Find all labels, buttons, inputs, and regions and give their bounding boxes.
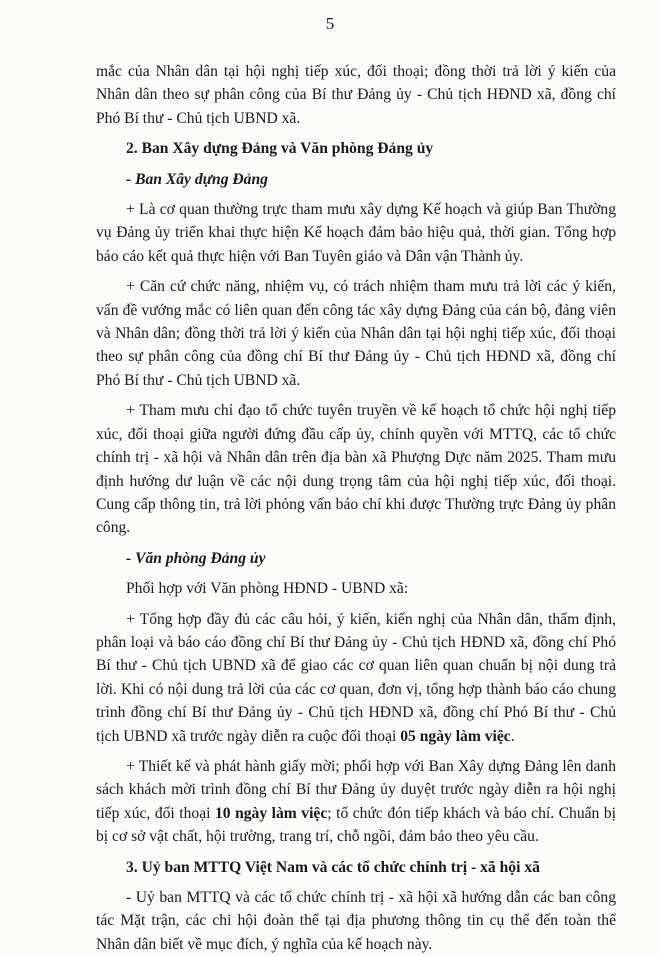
deadline-05-days: 05 ngày làm việc [400, 727, 511, 745]
document-body [96, 60, 616, 956]
paragraph-vp-2-end: ; tổ chức đón tiếp khách và báo chí. Chuẩn bị bị cơ sở vật chất, hội trường, trang trí, chỗ ngồi, đảm bảo theo yêu cầu. [96, 804, 616, 846]
paragraph-bxd-2: + Căn cứ chức năng, nhiệm vụ, có trách nhiệm tham mưu trả lời các ý kiến, vấn đề vướng mắc có liên quan đến công tác xây dựng Đảng của cán bộ, đảng viên và Nhân dân; đồng thời trả lời ý kiến của Nhân dân tại hội nghị tiếp xúc, đối thoại theo sự phân công của đồng chí Bí thư Đảng ủy - Chủ tịch HĐND xã, đồng chí Phó Bí thư - Chủ tịch UBND xã. [96, 278, 616, 389]
paragraph-vp-intro: Phối hợp với Văn phòng HĐND - UBND xã: [126, 580, 409, 598]
section-2-heading: 2. Ban Xây dựng Đảng và Văn phòng Đảng ủy [126, 140, 434, 158]
paragraph-continuation: mắc của Nhân dân tại hội nghị tiếp xúc, đối thoại; đồng thời trả lời ý kiến của Nhân dân theo sự phân công của Bí thư Đảng ủy - Chủ tịch HĐND xã, đồng chí Phó Bí thư - Chủ tịch UBND xã. [96, 63, 616, 127]
page-number: 5 [325, 14, 335, 33]
subheading-van-phong-dang-uy: - Văn phòng Đảng ủy [126, 549, 266, 567]
paragraph-vp-1 [96, 608, 616, 748]
subheading-ban-xay-dung-dang: - Ban Xây dựng Đảng [126, 170, 268, 188]
paragraph-vp-1-text: + Tổng hợp đầy đủ các câu hỏi, ý kiến, kiến nghị của Nhân dân, thẩm định, phân loại và báo cáo đồng chí Bí thư Đảng ủy - Chủ tịch HĐND xã, đồng chí Phó Bí thư - Chủ tịch UBND xã để giao các cơ quan liên quan chuẩn bị nội dung trả lời. Khi có nội dung trả lời của các cơ quan, đơn vị, tổng hợp thành báo cáo chung trình đồng chí Bí thư Đảng ủy - Chủ tịch HĐND xã, đồng chí Phó Bí thư - Chủ tịch UBND xã trước ngày diễn ra cuộc đối thoại [96, 610, 616, 745]
paragraph-vp-2 [96, 755, 616, 849]
paragraph-mttq-1: - Uỷ ban MTTQ và các tổ chức chính trị - xã hội xã hướng dẫn các ban công tác Mặt trận, các chi hội đoàn thể tại địa phương thông tin cụ thể đến toàn thể Nhân dân biết về mục đích, ý nghĩa của kế hoạch này. [96, 889, 616, 953]
paragraph-vp-1-end: . [510, 727, 515, 745]
section-3-heading: 3. Uỷ ban MTTQ Việt Nam và các tổ chức chính trị - xã hội xã [126, 858, 540, 876]
paragraph-bxd-1: + Là cơ quan thường trực tham mưu xây dựng Kế hoạch và giúp Ban Thường vụ Đảng ủy triển khai thực hiện Kế hoạch đảm bảo hiệu quả, thời gian. Tổng hợp báo cáo kết quả thực hiện với Ban Tuyên giáo và Dân vận Thành ủy. [96, 201, 616, 265]
deadline-10-days: 10 ngày làm việc [214, 804, 328, 822]
paragraph-vp-2-text: + Thiết kế và phát hành giấy mời; phối hợp với Ban Xây dựng Đảng lên danh sách khách mời trình đồng chí Bí thư Đảng ủy duyệt trước ngày diễn ra hội nghị tiếp xúc, đối thoại [96, 757, 616, 822]
paragraph-bxd-3: + Tham mưu chỉ đạo tổ chức tuyên truyền về kế hoạch tổ chức hội nghị tiếp xúc, đối thoại giữa người đứng đầu cấp ủy, chính quyền với MTTQ, các tổ chức chính trị - xã hội và Nhân dân trên địa bàn xã Phượng Dực năm 2025. Tham mưu định hướng dư luận về các nội dung trọng tâm của hội nghị tiếp xúc, đối thoại. Cung cấp thông tin, trả lời phỏng vấn báo chí khi được Thường trực Đảng ủy phân công. [96, 402, 616, 537]
